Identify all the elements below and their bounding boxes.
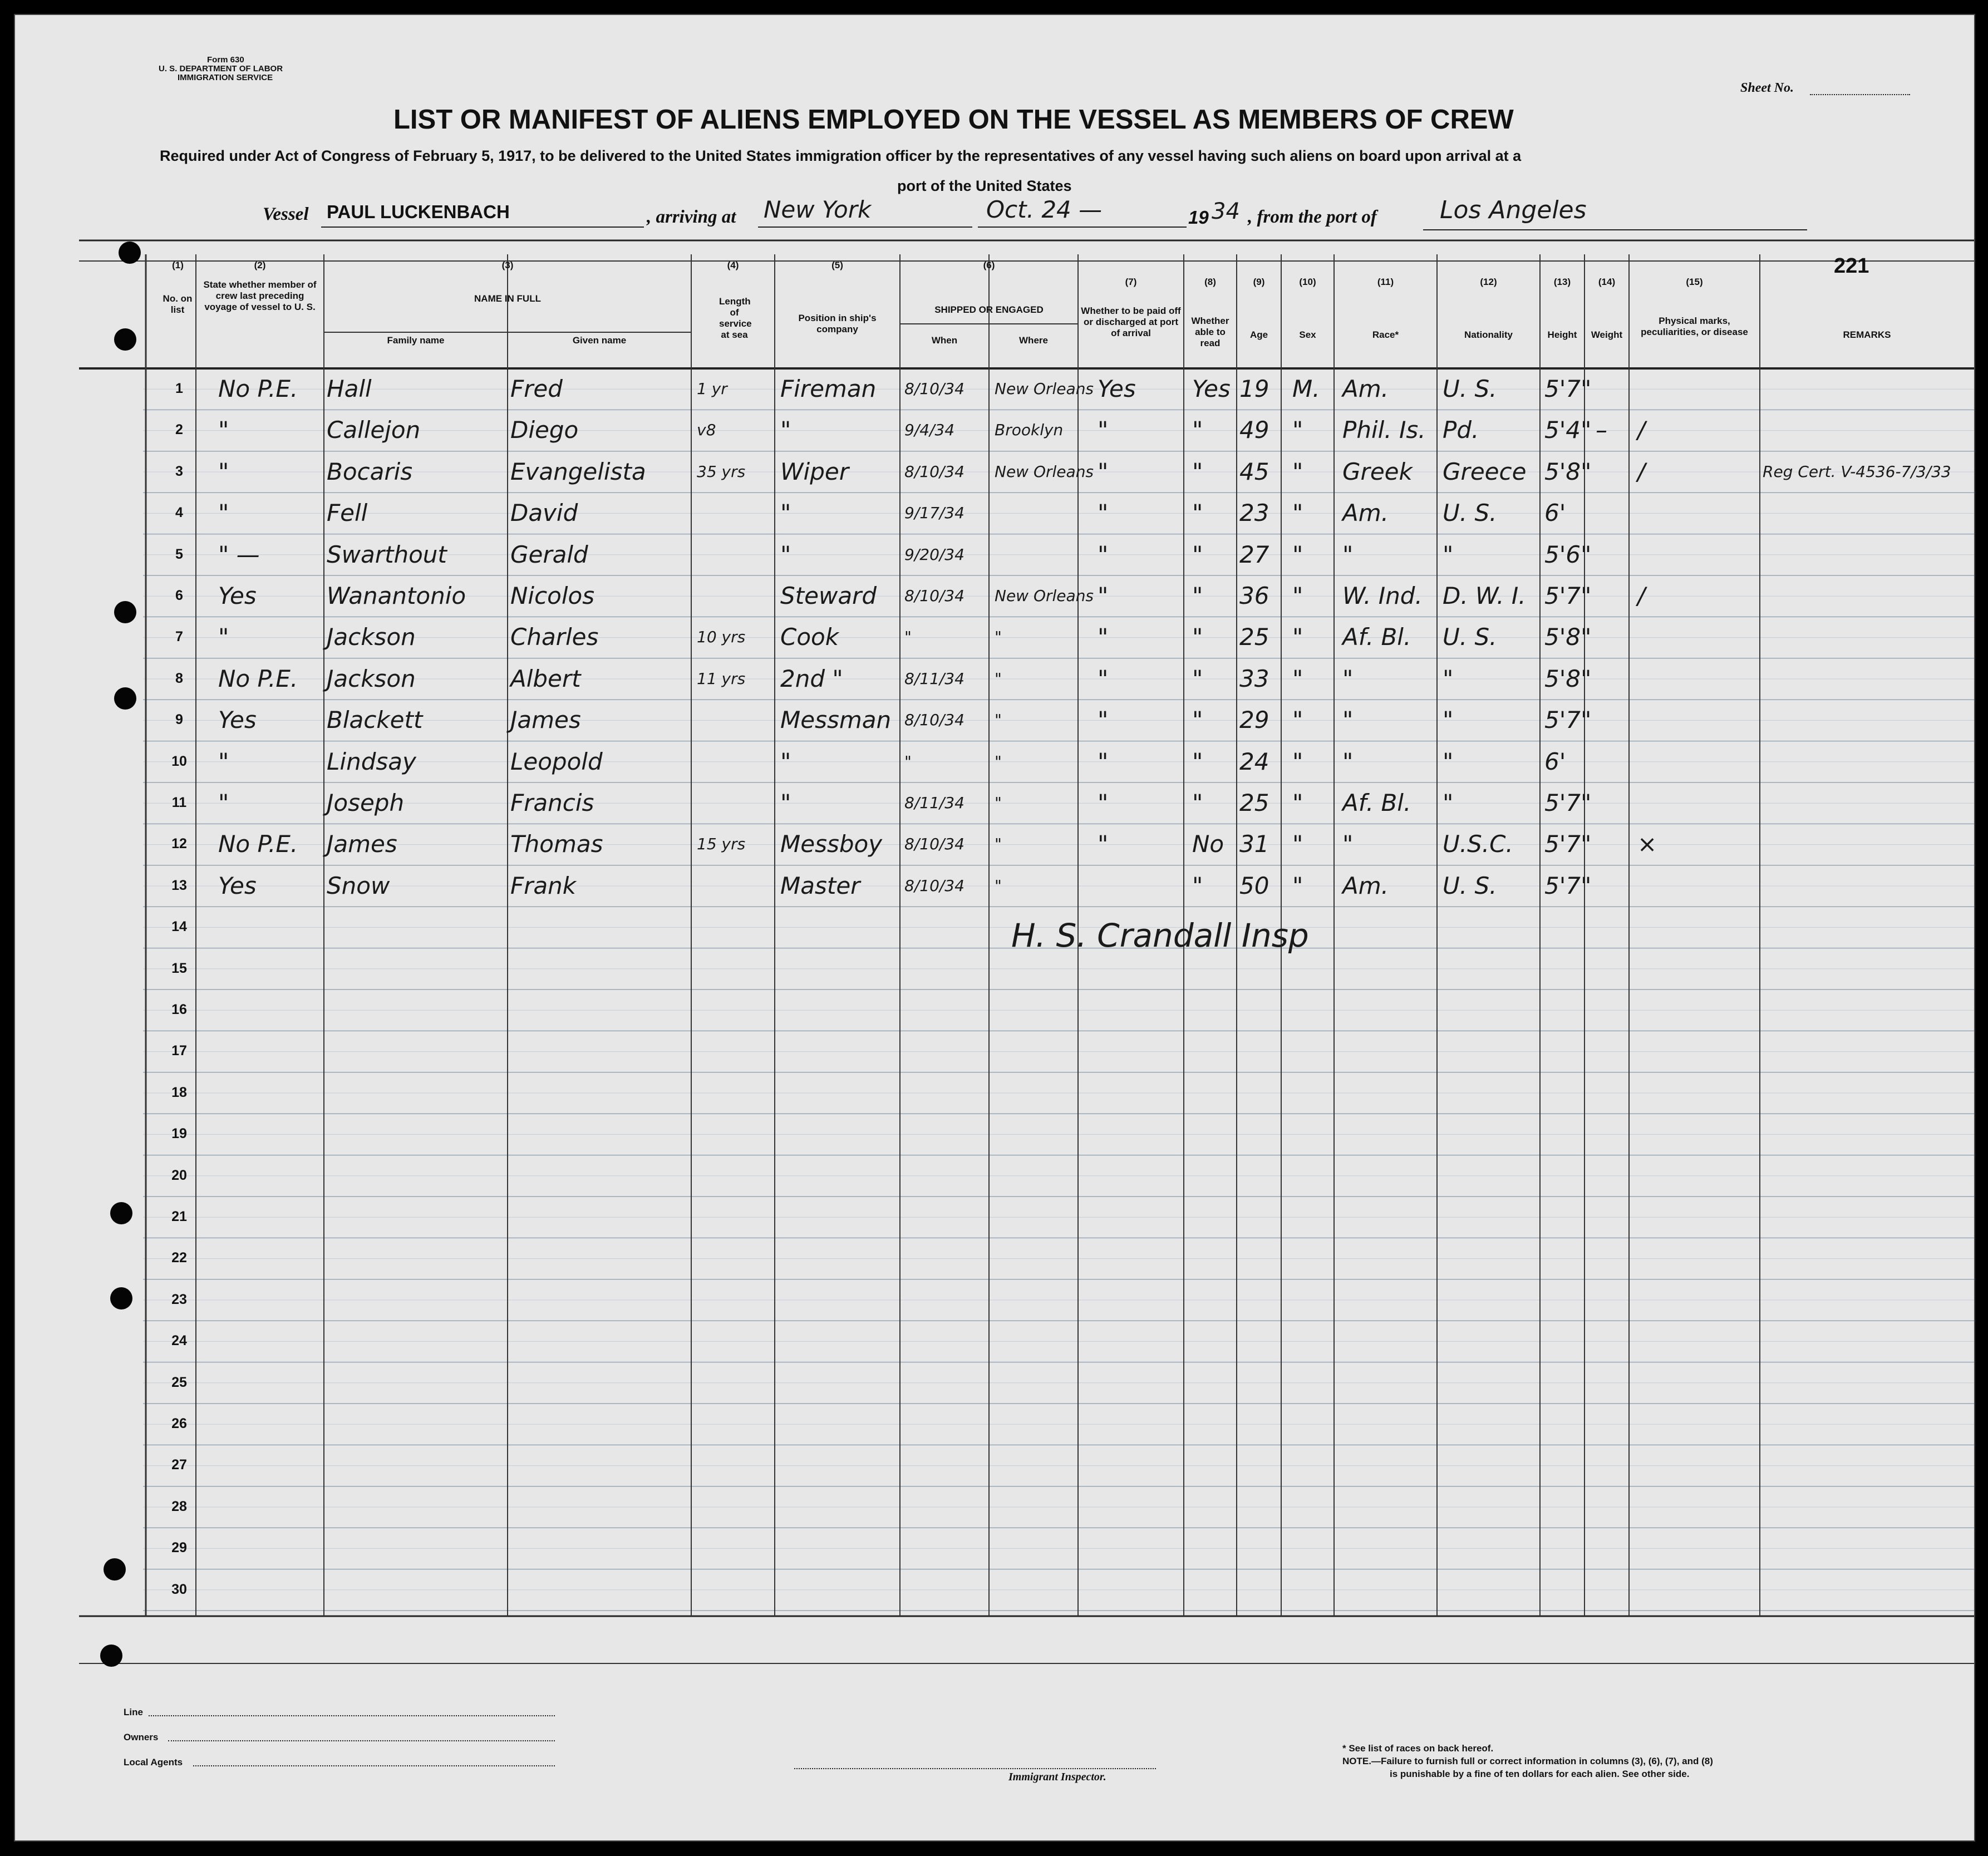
row-position: Messman <box>780 706 892 734</box>
row-race: Af. Bl. <box>1342 623 1411 651</box>
row-number: 13 <box>171 877 187 893</box>
row-able-to-read: " <box>1192 457 1203 485</box>
punch-hole <box>100 1645 122 1667</box>
row-shipped-where: " <box>995 669 1002 688</box>
row-position: Fireman <box>780 375 877 402</box>
row-paid-off: " <box>1098 499 1109 527</box>
row-shipped-where: " <box>995 876 1002 895</box>
row-length-of-service: 11 yrs <box>697 669 746 688</box>
row-nationality: U. S. <box>1443 499 1497 527</box>
col7-number: (7) <box>1125 277 1137 287</box>
row-given-name: Albert <box>510 664 581 692</box>
department-name: U. S. DEPARTMENT OF LABOR <box>159 64 283 73</box>
vessel-name: PAUL LUCKENBACH <box>327 201 510 222</box>
table-row <box>15 534 1974 575</box>
row-family-name: Wanantonio <box>327 582 466 609</box>
row-position: Master <box>780 872 860 899</box>
row-length-of-service: 15 yrs <box>697 835 746 854</box>
row-age: 25 <box>1239 623 1269 651</box>
row-race: " <box>1342 664 1354 692</box>
row-position: " <box>780 416 791 444</box>
row-race: W. Ind. <box>1342 582 1423 609</box>
row-prev-voyage: " <box>218 789 229 816</box>
from-port: Los Angeles <box>1440 196 1587 224</box>
row-number: 16 <box>171 1002 187 1017</box>
row-given-name: David <box>510 499 578 527</box>
row-number: 14 <box>171 919 187 935</box>
row-family-name: Blackett <box>327 706 423 734</box>
service-name: IMMIGRATION SERVICE <box>178 73 273 82</box>
row-sex: " <box>1292 872 1303 899</box>
year-printed: 19 <box>1188 207 1209 228</box>
col2-header: State whether member of crew last preceding voyage of vessel to U. S. <box>203 279 317 312</box>
row-shipped-where: " <box>995 835 1002 854</box>
table-row <box>15 700 1974 741</box>
row-height: 5'7" <box>1544 830 1592 858</box>
row-sex: " <box>1292 499 1303 527</box>
col9-header: Age <box>1249 329 1268 340</box>
row-prev-voyage: " <box>218 499 229 527</box>
from-port-line <box>1423 229 1807 230</box>
row-shipped-when: " <box>904 628 912 647</box>
table-row <box>15 741 1974 782</box>
row-prev-voyage: " <box>218 457 229 485</box>
row-sex: " <box>1292 623 1303 651</box>
row-given-name: Frank <box>510 872 577 899</box>
col3-number: (3) <box>501 260 514 270</box>
col10-number: (10) <box>1299 277 1316 287</box>
row-sex: " <box>1292 830 1303 858</box>
row-age: 31 <box>1239 830 1269 858</box>
row-able-to-read: " <box>1192 582 1203 609</box>
row-number: 21 <box>171 1209 187 1224</box>
row-height: 6' <box>1544 747 1566 775</box>
row-nationality: D. W. I. <box>1443 582 1526 609</box>
col13-header: Height <box>1547 329 1577 340</box>
arrival-date: Oct. 24 — <box>986 196 1103 223</box>
row-shipped-where: New Orleans <box>995 587 1094 605</box>
table-row <box>15 824 1974 865</box>
row-physical-marks: / <box>1637 582 1646 609</box>
row-race: Af. Bl. <box>1342 789 1411 816</box>
row-shipped-when: " <box>904 752 912 771</box>
agents-label: Local Agents <box>124 1757 183 1768</box>
col10-header: Sex <box>1299 329 1316 340</box>
fine-note: NOTE.—Failure to furnish full or correct information in columns (3), (6), (7), and (8) <box>1342 1756 1713 1766</box>
row-height: 5'6" <box>1544 540 1592 568</box>
row-given-name: Evangelista <box>510 457 646 485</box>
table-row <box>15 451 1974 493</box>
row-given-name: Charles <box>510 623 599 651</box>
row-race: Greek <box>1342 457 1413 485</box>
row-given-name: Leopold <box>510 747 603 775</box>
inspector-label: Immigrant Inspector. <box>1008 1771 1106 1783</box>
row-paid-off: " <box>1098 664 1109 692</box>
row-nationality: " <box>1443 540 1454 568</box>
row-age: 45 <box>1239 457 1269 485</box>
row-sex: " <box>1292 416 1303 444</box>
row-paid-off: " <box>1098 789 1109 816</box>
row-family-name: Joseph <box>327 789 405 816</box>
row-given-name: Gerald <box>510 540 588 568</box>
row-number: 15 <box>171 960 187 976</box>
punch-hole <box>114 328 136 351</box>
row-position: " <box>780 789 791 816</box>
row-remarks: Reg Cert. V-4536-7/3/33 <box>1763 462 1951 481</box>
row-shipped-where: New Orleans <box>995 462 1094 481</box>
row-age: 33 <box>1239 664 1269 692</box>
row-prev-voyage: Yes <box>218 706 257 734</box>
row-able-to-read: " <box>1192 872 1203 899</box>
row-length-of-service: 10 yrs <box>697 628 746 647</box>
page-title: LIST OR MANIFEST OF ALIENS EMPLOYED ON THE VESSEL AS MEMBERS OF CREW <box>393 105 1514 135</box>
arriving-port: New York <box>764 196 872 223</box>
row-race: Am. <box>1342 375 1389 402</box>
row-able-to-read: No <box>1192 830 1224 858</box>
col11-number: (11) <box>1377 277 1394 287</box>
arriving-port-line <box>758 227 972 228</box>
row-nationality: " <box>1443 664 1454 692</box>
row-prev-voyage: " <box>218 623 229 651</box>
row-number: 28 <box>171 1498 187 1514</box>
row-number: 12 <box>171 836 187 852</box>
inspector-signature: H. S. Crandall Insp <box>1011 917 1309 954</box>
row-number: 24 <box>171 1333 187 1349</box>
row-race: " <box>1342 830 1354 858</box>
row-height: 5'7" <box>1544 872 1592 899</box>
row-number: 30 <box>171 1581 187 1597</box>
row-given-name: Francis <box>510 789 594 816</box>
punch-hole <box>110 1287 132 1309</box>
row-age: 23 <box>1239 499 1269 527</box>
col5-number: (5) <box>831 260 843 270</box>
row-paid-off: " <box>1098 416 1109 444</box>
row-family-name: Jackson <box>327 623 416 651</box>
row-sex: " <box>1292 664 1303 692</box>
row-able-to-read: " <box>1192 664 1203 692</box>
row-shipped-when: 8/10/34 <box>904 587 965 605</box>
row-position: " <box>780 747 791 775</box>
row-paid-off: " <box>1098 623 1109 651</box>
col8-header: Whether able to read <box>1191 316 1229 348</box>
row-physical-marks: × <box>1637 830 1657 858</box>
row-nationality: U.S.C. <box>1443 830 1513 858</box>
row-number: 7 <box>175 629 183 645</box>
row-shipped-when: 9/4/34 <box>904 421 955 440</box>
row-family-name: Bocaris <box>327 457 413 485</box>
row-prev-voyage: Yes <box>218 582 257 609</box>
col15-header: Physical marks, peculiarities, or disease <box>1641 316 1748 337</box>
row-given-name: Thomas <box>510 830 603 858</box>
row-height: 5'8" <box>1544 457 1592 485</box>
row-able-to-read: " <box>1192 747 1203 775</box>
row-sex: " <box>1292 582 1303 609</box>
row-nationality: " <box>1443 706 1454 734</box>
arrival-date-line <box>978 227 1187 228</box>
row-age: 49 <box>1239 416 1269 444</box>
row-number: 3 <box>175 463 183 479</box>
row-weight: – <box>1596 416 1607 444</box>
row-able-to-read: " <box>1192 706 1203 734</box>
row-paid-off: " <box>1098 457 1109 485</box>
form-number: Form 630 <box>207 55 244 65</box>
col5-header: Position in ship's company <box>798 313 877 334</box>
row-position: Cook <box>780 623 839 651</box>
inspector-line <box>794 1768 1156 1769</box>
fine-note-2: is punishable by a fine of ten dollars for each alien. See other side. <box>1390 1769 1690 1779</box>
row-number: 29 <box>171 1540 187 1556</box>
row-physical-marks: / <box>1637 416 1646 444</box>
row-nationality: " <box>1443 789 1454 816</box>
table-row <box>15 658 1974 700</box>
row-shipped-where: " <box>995 794 1002 812</box>
punch-hole <box>104 1558 126 1581</box>
row-height: 5'7" <box>1544 706 1592 734</box>
row-prev-voyage: " <box>218 747 229 775</box>
table-row <box>15 410 1974 451</box>
row-shipped-where: " <box>995 628 1002 647</box>
row-position: Wiper <box>780 457 849 485</box>
row-number: 11 <box>171 795 187 810</box>
owners-label: Owners <box>124 1732 159 1742</box>
row-able-to-read: " <box>1192 623 1203 651</box>
arriving-label: , arriving at <box>647 207 736 227</box>
row-prev-voyage: No P.E. <box>218 664 298 692</box>
row-position: Messboy <box>780 830 883 858</box>
table-row <box>15 575 1974 617</box>
row-age: 24 <box>1239 747 1269 775</box>
row-shipped-where: " <box>995 752 1002 771</box>
row-race: " <box>1342 747 1354 775</box>
row-given-name: James <box>510 706 581 734</box>
manifest-sheet <box>14 14 1975 1842</box>
col14-number: (14) <box>1598 277 1616 287</box>
row-family-name: Callejon <box>327 416 421 444</box>
table-row <box>15 865 1974 907</box>
col6b-header: Where <box>1019 335 1048 346</box>
from-label: , from the port of <box>1248 207 1377 227</box>
sheet-no-label: Sheet No. <box>1740 81 1794 95</box>
row-shipped-when: 8/11/34 <box>904 669 965 688</box>
row-prev-voyage: Yes <box>218 872 257 899</box>
table-row <box>15 782 1974 824</box>
row-paid-off: " <box>1098 706 1109 734</box>
row-family-name: Lindsay <box>327 747 416 775</box>
row-able-to-read: " <box>1192 416 1203 444</box>
row-height: 5'8" <box>1544 664 1592 692</box>
row-family-name: Snow <box>327 872 390 899</box>
row-paid-off: " <box>1098 747 1109 775</box>
remarks-header: REMARKS <box>1843 329 1891 340</box>
row-position: 2nd " <box>780 664 843 692</box>
row-height: 6' <box>1544 499 1566 527</box>
row-able-to-read: " <box>1192 499 1203 527</box>
row-shipped-when: 8/11/34 <box>904 794 965 812</box>
table-row <box>15 493 1974 534</box>
table-row <box>15 368 1974 410</box>
row-race: Phil. Is. <box>1342 416 1426 444</box>
row-sex: " <box>1292 706 1303 734</box>
row-height: 5'7" <box>1544 375 1592 402</box>
row-given-name: Diego <box>510 416 579 444</box>
row-shipped-when: 9/20/34 <box>904 545 965 564</box>
row-age: 36 <box>1239 582 1269 609</box>
row-position: " <box>780 540 791 568</box>
row-paid-off: " <box>1098 540 1109 568</box>
col2-number: (2) <box>254 260 266 270</box>
row-family-name: James <box>327 830 397 858</box>
row-number: 10 <box>171 753 187 769</box>
row-number: 25 <box>171 1374 187 1390</box>
row-prev-voyage: No P.E. <box>218 830 298 858</box>
row-race: " <box>1342 540 1354 568</box>
agents-field-line <box>193 1765 555 1766</box>
col3a-header: Family name <box>387 335 445 346</box>
col1-header: No. on list <box>163 293 193 315</box>
col12-header: Nationality <box>1464 329 1513 340</box>
row-number: 26 <box>171 1416 187 1431</box>
col4-number: (4) <box>727 260 739 270</box>
owners-field-line <box>168 1740 555 1741</box>
col8-number: (8) <box>1204 277 1216 287</box>
row-family-name: Hall <box>327 375 372 402</box>
row-shipped-when: 8/10/34 <box>904 711 965 730</box>
row-number: 6 <box>175 588 183 603</box>
col1-number: (1) <box>172 260 184 270</box>
row-number: 19 <box>171 1126 187 1142</box>
col3b-header: Given name <box>572 335 627 346</box>
row-number: 9 <box>175 712 183 728</box>
row-able-to-read: Yes <box>1192 375 1231 402</box>
row-number: 17 <box>171 1043 187 1059</box>
row-height: 5'7" <box>1544 582 1592 609</box>
row-number: 8 <box>175 670 183 686</box>
line-label: Line <box>124 1707 143 1717</box>
row-length-of-service: v8 <box>697 421 716 440</box>
col14-header: Weight <box>1591 329 1623 340</box>
row-prev-voyage: " <box>218 416 229 444</box>
row-age: 19 <box>1239 375 1269 402</box>
row-prev-voyage: " — <box>218 540 260 568</box>
col6-header: SHIPPED OR ENGAGED <box>934 304 1044 315</box>
row-number: 27 <box>171 1457 187 1473</box>
col6-number: (6) <box>983 260 995 270</box>
row-family-name: Jackson <box>327 664 416 692</box>
row-age: 25 <box>1239 789 1269 816</box>
col11-header: Race* <box>1372 329 1399 340</box>
row-nationality: Greece <box>1443 457 1527 485</box>
sheet-number: 221 <box>1834 254 1869 278</box>
row-length-of-service: 1 yr <box>697 380 727 398</box>
row-height: 5'4" <box>1544 416 1592 444</box>
punch-hole <box>114 687 136 710</box>
row-nationality: Pd. <box>1443 416 1479 444</box>
row-shipped-where: New Orleans <box>995 380 1094 398</box>
row-shipped-when: 8/10/34 <box>904 380 965 398</box>
col6a-header: When <box>931 335 958 346</box>
col7-header: Whether to be paid off or discharged at port of arrival <box>1081 306 1181 338</box>
col12-number: (12) <box>1480 277 1497 287</box>
row-paid-off: Yes <box>1098 375 1136 402</box>
page-subtitle-2: port of the United States <box>897 178 1072 194</box>
row-sex: " <box>1292 540 1303 568</box>
row-family-name: Swarthout <box>327 540 447 568</box>
year-handwritten: 34 <box>1212 199 1240 224</box>
row-paid-off: " <box>1098 582 1109 609</box>
row-shipped-where: " <box>995 711 1002 730</box>
col13-number: (13) <box>1553 277 1571 287</box>
row-height: 5'7" <box>1544 789 1592 816</box>
table-row <box>15 617 1974 658</box>
row-number: 20 <box>171 1167 187 1183</box>
punch-hole <box>114 601 136 623</box>
row-sex: " <box>1292 457 1303 485</box>
row-sex: " <box>1292 747 1303 775</box>
row-number: 18 <box>171 1084 187 1100</box>
row-shipped-when: 8/10/34 <box>904 876 965 895</box>
row-paid-off: " <box>1098 830 1109 858</box>
row-nationality: U. S. <box>1443 872 1497 899</box>
col15-number: (15) <box>1686 277 1703 287</box>
page-subtitle: Required under Act of Congress of February 5, 1917, to be delivered to the United States immigration officer by the representatives of any vessel having such aliens on board upon arrival at a <box>160 147 1522 164</box>
row-given-name: Nicolos <box>510 582 595 609</box>
row-nationality: U. S. <box>1443 623 1497 651</box>
row-number: 2 <box>175 422 183 438</box>
row-number: 5 <box>175 546 183 562</box>
row-length-of-service: 35 yrs <box>697 462 746 481</box>
col9-number: (9) <box>1253 277 1265 287</box>
row-shipped-where: Brooklyn <box>995 421 1064 440</box>
row-position: Steward <box>780 582 877 609</box>
col4-header: Length of service at sea <box>719 296 752 340</box>
row-sex: " <box>1292 789 1303 816</box>
sheet-no-line <box>1810 94 1910 95</box>
row-age: 29 <box>1239 706 1269 734</box>
row-shipped-when: 8/10/34 <box>904 835 965 854</box>
row-race: Am. <box>1342 872 1389 899</box>
row-race: Am. <box>1342 499 1389 527</box>
row-number: 22 <box>171 1250 187 1266</box>
row-age: 27 <box>1239 540 1269 568</box>
row-family-name: Fell <box>327 499 368 527</box>
row-height: 5'8" <box>1544 623 1592 651</box>
punch-hole <box>119 242 141 264</box>
row-able-to-read: " <box>1192 789 1203 816</box>
vessel-label: Vessel <box>263 204 309 224</box>
row-shipped-when: 8/10/34 <box>904 462 965 481</box>
vessel-name-line <box>321 227 644 228</box>
row-race: " <box>1342 706 1354 734</box>
row-able-to-read: " <box>1192 540 1203 568</box>
row-nationality: U. S. <box>1443 375 1497 402</box>
row-shipped-when: 9/17/34 <box>904 504 965 523</box>
row-age: 50 <box>1239 872 1269 899</box>
row-nationality: " <box>1443 747 1454 775</box>
row-sex: M. <box>1292 375 1320 402</box>
row-prev-voyage: No P.E. <box>218 375 298 402</box>
races-note: * See list of races on back hereof. <box>1342 1743 1494 1754</box>
col3-header: NAME IN FULL <box>474 293 541 304</box>
row-number: 1 <box>175 381 183 396</box>
row-position: " <box>780 499 791 527</box>
row-number: 23 <box>171 1291 187 1307</box>
row-given-name: Fred <box>510 375 563 402</box>
line-field-line <box>149 1715 555 1716</box>
row-physical-marks: / <box>1637 457 1646 485</box>
row-number: 4 <box>175 505 183 521</box>
punch-hole <box>110 1202 132 1224</box>
